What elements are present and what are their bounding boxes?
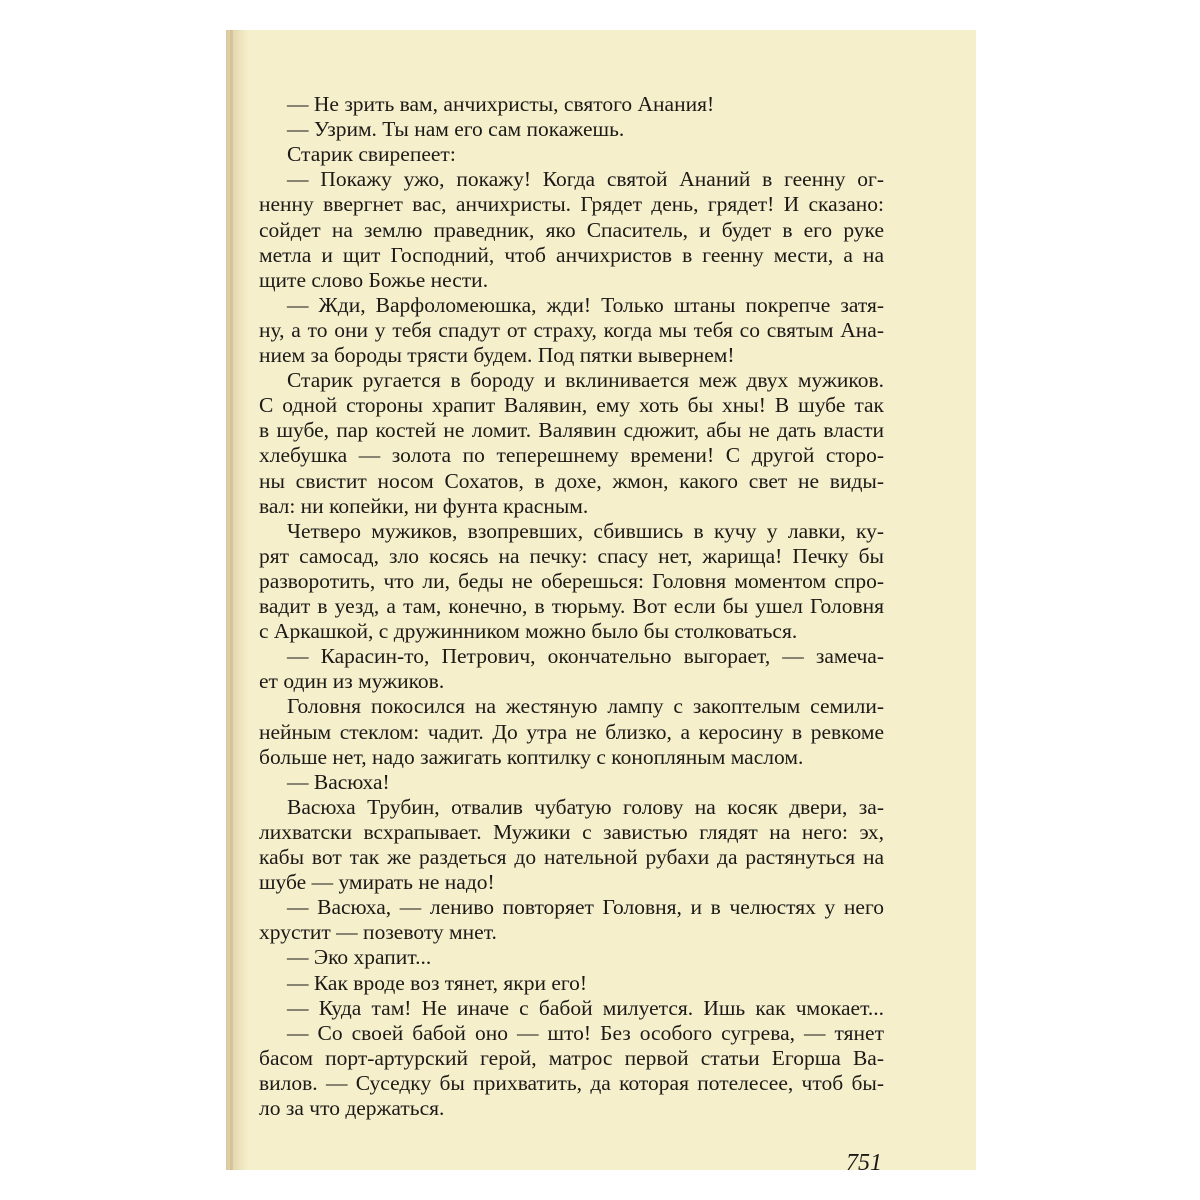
text-line: ненну ввергнет вас, анчихристы. Грядет день, грядет! И сказано: bbox=[259, 192, 884, 217]
text-line: — Жди, Варфоломеюшка, жди! Только штаны покрепче затя- bbox=[287, 292, 884, 317]
text-line: — Не зрить вам, анчихристы, святого Анания! bbox=[287, 92, 715, 116]
text-line: в шубе, пар костей не ломит. Валявин сдюжит, абы не дать власти bbox=[259, 418, 884, 443]
text-line: больше нет, надо зажигать коптилку с конопляным маслом. bbox=[259, 744, 804, 769]
text-line: метла и щит Господний, чтоб анчихристов в геенну мести, а на bbox=[259, 242, 884, 267]
text-line: ны свистит носом Сохатов, в дохе, жмон, какого свет не виды- bbox=[259, 468, 884, 493]
text-line: шубе — умирать не надо! bbox=[259, 870, 495, 895]
text-line: щите слово Божье нести. bbox=[259, 267, 489, 292]
text-line: с Аркашкой, с дружинником можно было бы столковаться. bbox=[259, 619, 798, 644]
text-line: Четверо мужиков, взопревших, сбившись в кучу у лавки, ку- bbox=[287, 518, 884, 543]
book-page bbox=[226, 30, 976, 1170]
text-line: вилов. — Суседку бы прихватить, да которая потелесее, чтоб бы- bbox=[259, 1070, 884, 1095]
text-line: — Карасин-то, Петрович, окончательно выгорает, — замеча- bbox=[287, 644, 884, 669]
text-line: — Со своей бабой оно — што! Без особого сугрева, — тянет bbox=[287, 1020, 884, 1045]
text-line: — Как вроде воз тянет, якри его! bbox=[287, 970, 588, 995]
text-line: рят самосад, зло косясь на печку: спасу нет, жарища! Печку бы bbox=[259, 543, 884, 568]
text-line: разворотить, что ли, беды не оберешься: Головня моментом спро- bbox=[259, 568, 884, 593]
page-gutter bbox=[226, 30, 248, 1170]
text-line: нием за бороды трясти будем. Под пятки вывернем! bbox=[259, 343, 735, 367]
text-line: хрустит — позевоту мнет. bbox=[259, 920, 497, 945]
text-line: — Куда там! Не иначе с бабой милуется. Ишь как чмокает... bbox=[287, 995, 884, 1020]
text-line: вадит в уезд, а там, конечно, в тюрьму. Вот если бы ушел Головня bbox=[259, 594, 884, 618]
text-line: Васюха Трубин, отвалив чубатую голову на косяк двери, за- bbox=[287, 794, 884, 819]
text-line: — Васюха, — лениво повторяет Головня, и в челюстях у него bbox=[287, 895, 884, 920]
text-line: С одной стороны храпит Валявин, ему хоть бы хны! В шубе так bbox=[259, 393, 884, 418]
text-line: — Эко храпит... bbox=[287, 945, 432, 970]
page-number: 751 bbox=[846, 1150, 882, 1170]
text-line: хлебушка — золота по теперешнему времени! С другой сторо- bbox=[259, 443, 884, 468]
text-line: Старик свирепеет: bbox=[287, 142, 456, 167]
text-line: вал: ни копейки, ни фунта красным. bbox=[259, 493, 589, 518]
text-line: — Покажу ужо, покажу! Когда святой Ананий в геенну ог- bbox=[287, 167, 884, 192]
text-line: ло за что держаться. bbox=[259, 1096, 445, 1120]
text-line: сойдет на землю праведник, яко Спаситель, и будет в его руке bbox=[259, 217, 884, 242]
text-line: Головня покосился на жестяную лампу с закоптелым семили- bbox=[287, 694, 884, 719]
text-line: — Васюха! bbox=[287, 769, 390, 794]
text-line: — Узрим. Ты нам его сам покажешь. bbox=[287, 117, 625, 142]
text-line: Старик ругается в бороду и вклинивается меж двух мужиков. bbox=[287, 368, 884, 393]
binding-edge bbox=[230, 30, 233, 1170]
text-line: басом порт-артурский герой, матрос первой статьи Егорша Ва- bbox=[259, 1045, 884, 1070]
text-line: кабы вот так же раздеться до нательной рубахи да растянуться на bbox=[259, 845, 884, 869]
text-line: нейным стеклом: чадит. До утра не близко, а керосину в ревкоме bbox=[259, 719, 884, 744]
text-line: ну, а то они у тебя спадут от страху, когда мы тебя со святым Ана- bbox=[259, 317, 884, 342]
text-line: лихватски всхрапывает. Мужики с завистью глядят на него: эх, bbox=[259, 819, 884, 844]
text-line: ет один из мужиков. bbox=[259, 669, 445, 694]
